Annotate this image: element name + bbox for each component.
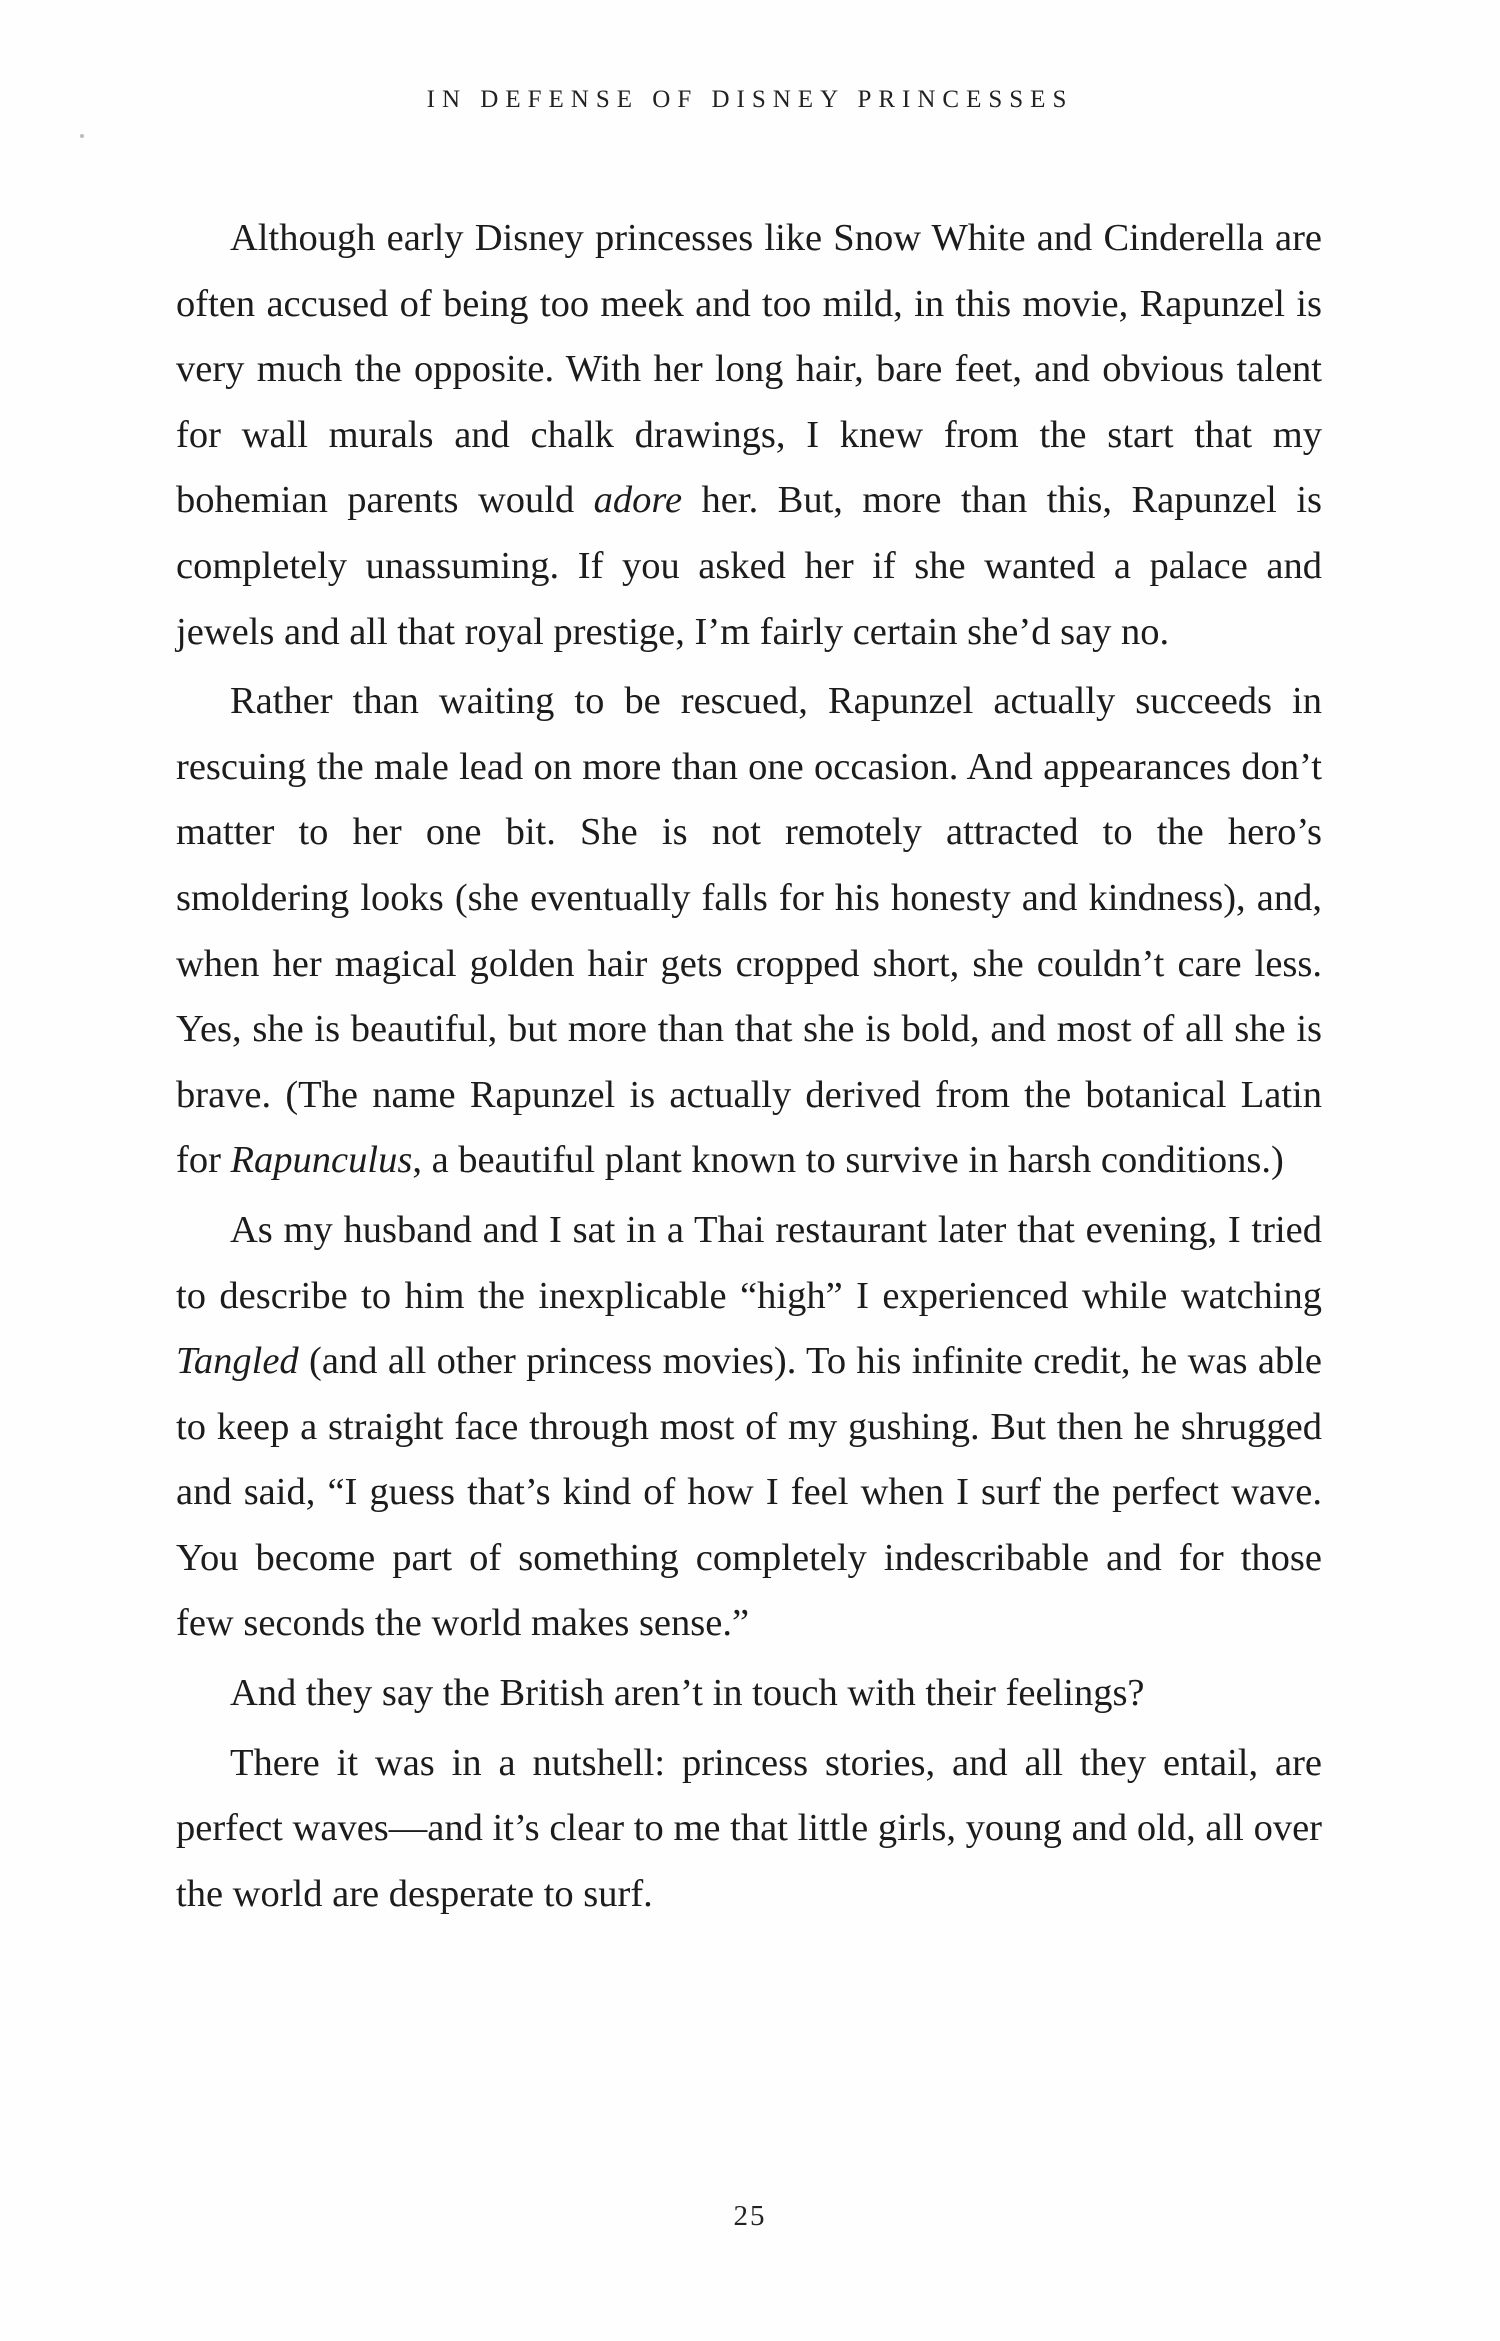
page-speck [80,134,84,138]
paragraph [176,1198,1322,1657]
paragraph [176,206,1322,665]
running-head: IN DEFENSE OF DISNEY PRINCESSES [426,86,1074,113]
paragraph [176,669,1322,1194]
paragraph-text: Although early Disney princesses like Snow White and Cinderella are often accused of being too meek and too mild, in this movie, Rapunzel is very much the opposite. With her long hair, bare feet, and obvious talent for wall murals and chalk drawings, I knew from the start that my bohemian parents would [176,217,1322,522]
body-text [176,206,1322,1931]
paragraph-text: As my husband and I sat in a Thai restaurant later that evening, I tried to describe to him the inexplicable “high” I experienced while watching [176,1208,1322,1317]
paragraph-text: , a beautiful plant known to survive in harsh conditions.) [412,1139,1284,1182]
paragraph-text: There it was in a nutshell: princess stories, and all they entail, are perfect waves—and it’s clear to me that little girls, young and old, all over the world are desperate to surf. [176,1741,1322,1915]
paragraph-text: her. But, more than this, Rapunzel is completely unassuming. If you asked her if she wanted a palace and jewels and all that royal prestige, I’m fairly certain she’d say no. [176,479,1323,653]
paragraph-text: And they say the British aren’t in touch with their feelings? [230,1672,1145,1715]
italic-word: adore [593,479,683,522]
page-number: 25 [733,2200,767,2232]
italic-word: Tangled [176,1340,299,1383]
paragraph [176,1661,1322,1727]
paragraph-text: Rather than waiting to be rescued, Rapunzel actually succeeds in rescuing the male lead on more than one occasion. And appearances don’t matter to her one bit. She is not remotely attracted to the hero’s smoldering looks (she eventually falls for his honesty and kindness), and, when her magical golden hair gets cropped short, she couldn’t care less. Yes, she is beautiful, but more than that she is bold, and most of all she is brave. (The name Rapunzel is actually derived from the botanical Latin for [176,680,1322,1182]
paragraph [176,1731,1322,1928]
italic-word: Rapunculus [230,1139,413,1182]
paragraph-text: (and all other princess movies). To his infinite credit, he was able to keep a straight face through most of my gushing. But then he shrugged and said, “I guess that’s kind of how I feel when I surf the perfect wave. You become part of something completely indescribable and for those few seconds the world makes sense.” [176,1340,1322,1645]
